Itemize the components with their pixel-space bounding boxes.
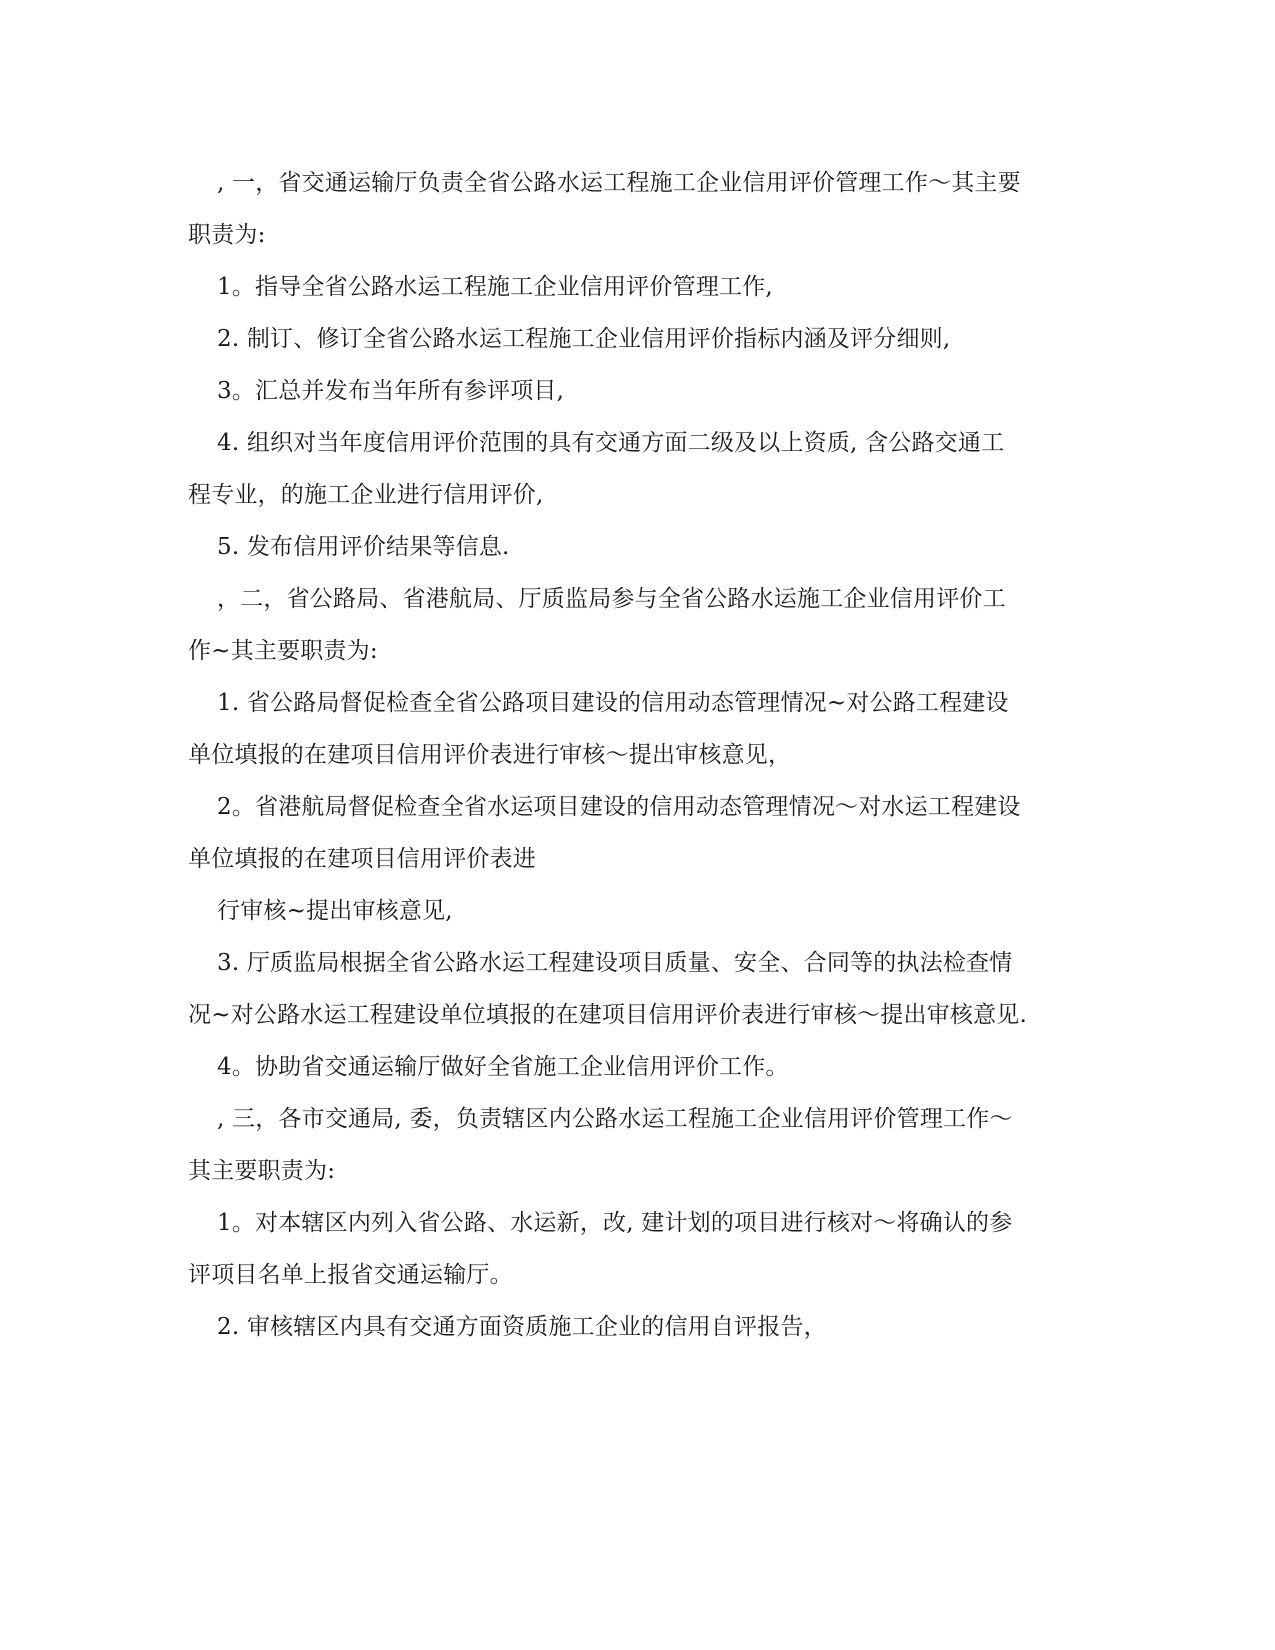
paragraph-line: 2. 审核辖区内具有交通方面资质施工企业的信用自评报告， (217, 1314, 827, 1340)
paragraph-line: 4。协助省交通运输厅做好全省施工企业信用评价工作。 (217, 1054, 789, 1080)
paragraph-line: 1。指导全省公路水运工程施工企业信用评价管理工作, (217, 274, 773, 300)
paragraph-line: 2. 制订、修订全省公路水运工程施工企业信用评价指标内涵及评分细则, (217, 326, 951, 352)
paragraph-line: 5. 发布信用评价结果等信息. (217, 534, 510, 560)
paragraph-line: 1。对本辖区内列入省公路、水运新，改, 建计划的项目进行核对～将确认的参 (217, 1210, 1013, 1236)
paragraph-line: 2。省港航局督促检查全省水运项目建设的信用动态管理情况～对水运工程建设 (217, 794, 1021, 820)
paragraph-line: ，二，省公路局、省港航局、厅质监局参与全省公路水运施工企业信用评价工 (217, 586, 1006, 612)
paragraph-line: 职责为: (188, 222, 266, 248)
paragraph-line: , 三，各市交通局, 委，负责辖区内公路水运工程施工企业信用评价管理工作～ (217, 1106, 1013, 1132)
paragraph-line: 评项目名单上报省交通运输厅。 (188, 1262, 513, 1288)
paragraph-line: 单位填报的在建项目信用评价表进 (188, 846, 536, 872)
paragraph-line: 1. 省公路局督促检查全省公路项目建设的信用动态管理情况~对公路工程建设 (217, 690, 1009, 716)
paragraph-line: 单位填报的在建项目信用评价表进行审核～提出审核意见， (188, 742, 792, 768)
paragraph-line: 3。汇总并发布当年所有参评项目, (217, 378, 565, 404)
paragraph-line: 其主要职责为: (188, 1158, 336, 1184)
paragraph-line: 程专业，的施工企业进行信用评价, (188, 482, 544, 508)
paragraph-line: 况~对公路水运工程建设单位填报的在建项目信用评价表进行审核～提出审核意见. (188, 1002, 1027, 1028)
paragraph-line: 作~其主要职责为: (188, 638, 378, 664)
paragraph-line: 4. 组织对当年度信用评价范围的具有交通方面二级及以上资质, 含公路交通工 (217, 430, 1005, 456)
paragraph-line: , 一，省交通运输厅负责全省公路水运工程施工企业信用评价管理工作～其主要 (217, 170, 1021, 196)
paragraph-line: 3. 厅质监局根据全省公路水运工程建设项目质量、安全、合同等的执法检查情 (217, 950, 1013, 976)
paragraph-line: 行审核~提出审核意见, (217, 898, 453, 924)
